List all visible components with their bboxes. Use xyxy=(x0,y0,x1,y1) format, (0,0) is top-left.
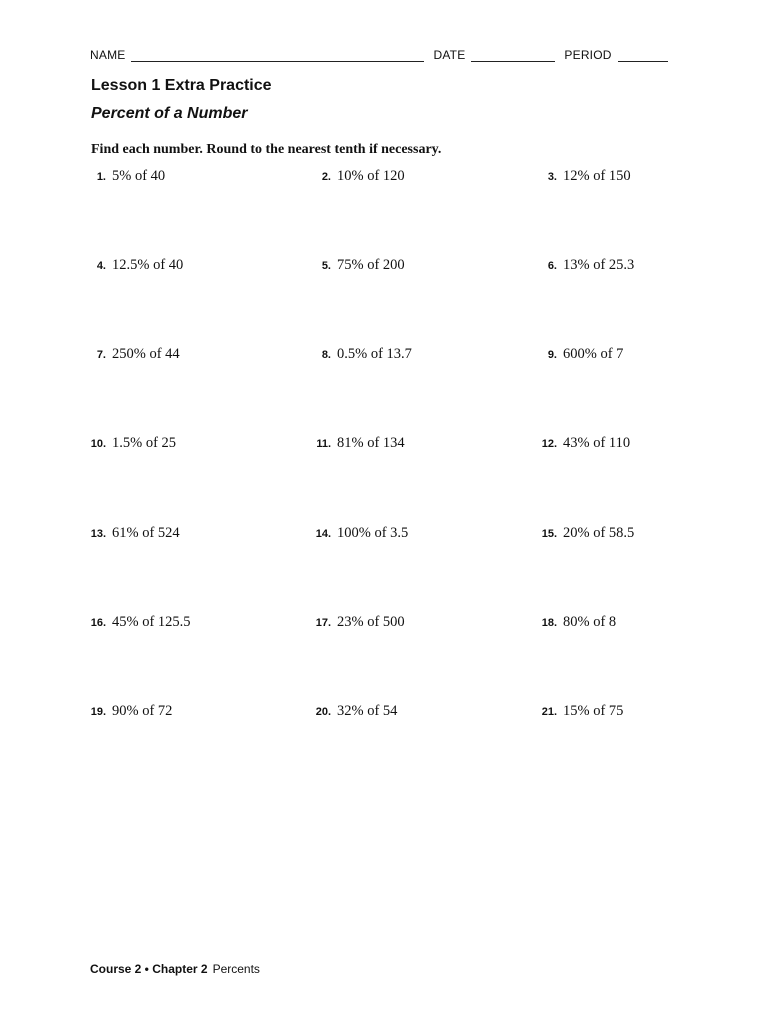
problem-number: 21. xyxy=(541,706,557,718)
header-line xyxy=(90,46,680,62)
footer-topic: Percents xyxy=(212,962,260,976)
problem-number: 11. xyxy=(316,438,331,450)
problem-9 xyxy=(535,346,623,363)
problem-19 xyxy=(84,703,172,720)
problem-number: 10. xyxy=(90,438,106,450)
problem-text: 23% of 500 xyxy=(337,614,405,630)
problem-number: 9. xyxy=(547,349,557,361)
problem-text: 12.5% of 40 xyxy=(112,257,184,273)
problem-number: 5. xyxy=(321,260,331,272)
problem-21 xyxy=(535,703,623,720)
problem-3 xyxy=(535,168,631,185)
problem-6 xyxy=(535,257,634,274)
problem-text: 12% of 150 xyxy=(563,168,631,184)
problem-number: 7. xyxy=(96,349,106,361)
problem-text: 75% of 200 xyxy=(337,257,405,273)
problem-number: 18. xyxy=(541,617,557,629)
problem-number: 17. xyxy=(315,617,331,629)
problem-18 xyxy=(535,614,616,631)
problem-5 xyxy=(309,257,405,274)
problem-text: 61% of 524 xyxy=(112,525,180,541)
problem-10 xyxy=(84,435,176,452)
problem-2 xyxy=(309,168,405,185)
problem-number: 4. xyxy=(96,260,106,272)
problem-8 xyxy=(309,346,412,363)
problem-number: 1. xyxy=(96,171,106,183)
lesson-subtitle: Percent of a Number xyxy=(91,105,248,122)
problem-15 xyxy=(535,525,634,542)
problem-text: 90% of 72 xyxy=(112,703,173,719)
problem-number: 2. xyxy=(321,171,331,183)
problem-text: 100% of 3.5 xyxy=(337,525,409,541)
problem-number: 14. xyxy=(315,528,331,540)
problem-number: 16. xyxy=(90,617,106,629)
date-blank xyxy=(471,51,555,62)
problem-7 xyxy=(84,346,180,363)
problem-17 xyxy=(309,614,405,631)
problem-text: 45% of 125.5 xyxy=(112,614,191,630)
problem-text: 15% of 75 xyxy=(563,703,624,719)
problem-number: 12. xyxy=(541,438,557,450)
problem-number: 3. xyxy=(547,171,557,183)
lesson-title: Lesson 1 Extra Practice xyxy=(91,77,272,94)
name-blank xyxy=(131,51,424,62)
problem-11 xyxy=(309,435,405,452)
problem-text: 1.5% of 25 xyxy=(112,435,177,451)
problem-text: 0.5% of 13.7 xyxy=(337,346,412,362)
problem-text: 250% of 44 xyxy=(112,346,180,362)
problem-13 xyxy=(84,525,180,542)
problem-number: 15. xyxy=(541,528,557,540)
problem-12 xyxy=(535,435,630,452)
problem-number: 6. xyxy=(547,260,557,272)
page-footer xyxy=(90,962,260,976)
problem-text: 43% of 110 xyxy=(563,435,631,451)
period-blank xyxy=(618,51,668,62)
problem-16 xyxy=(84,614,191,631)
problem-text: 32% of 54 xyxy=(337,703,398,719)
problem-number: 20. xyxy=(315,706,331,718)
date-label: DATE xyxy=(433,48,466,62)
problem-text: 13% of 25.3 xyxy=(563,257,635,273)
problem-20 xyxy=(309,703,397,720)
problem-number: 13. xyxy=(90,528,106,540)
problem-number: 8. xyxy=(321,349,331,361)
problem-4 xyxy=(84,257,183,274)
footer-course: Course 2 • Chapter 2 xyxy=(90,962,208,976)
problem-text: 5% of 40 xyxy=(112,168,166,184)
problem-text: 600% of 7 xyxy=(563,346,624,362)
problem-number: 19. xyxy=(90,706,106,718)
period-label: PERIOD xyxy=(564,48,612,62)
problem-text: 81% of 134 xyxy=(337,435,405,451)
problem-14 xyxy=(309,525,408,542)
problem-1 xyxy=(84,168,165,185)
name-label: NAME xyxy=(90,48,126,62)
problem-text: 20% of 58.5 xyxy=(563,525,635,541)
problem-text: 80% of 8 xyxy=(563,614,617,630)
instructions: Find each number. Round to the nearest tenth if necessary. xyxy=(91,142,442,157)
problem-text: 10% of 120 xyxy=(337,168,405,184)
